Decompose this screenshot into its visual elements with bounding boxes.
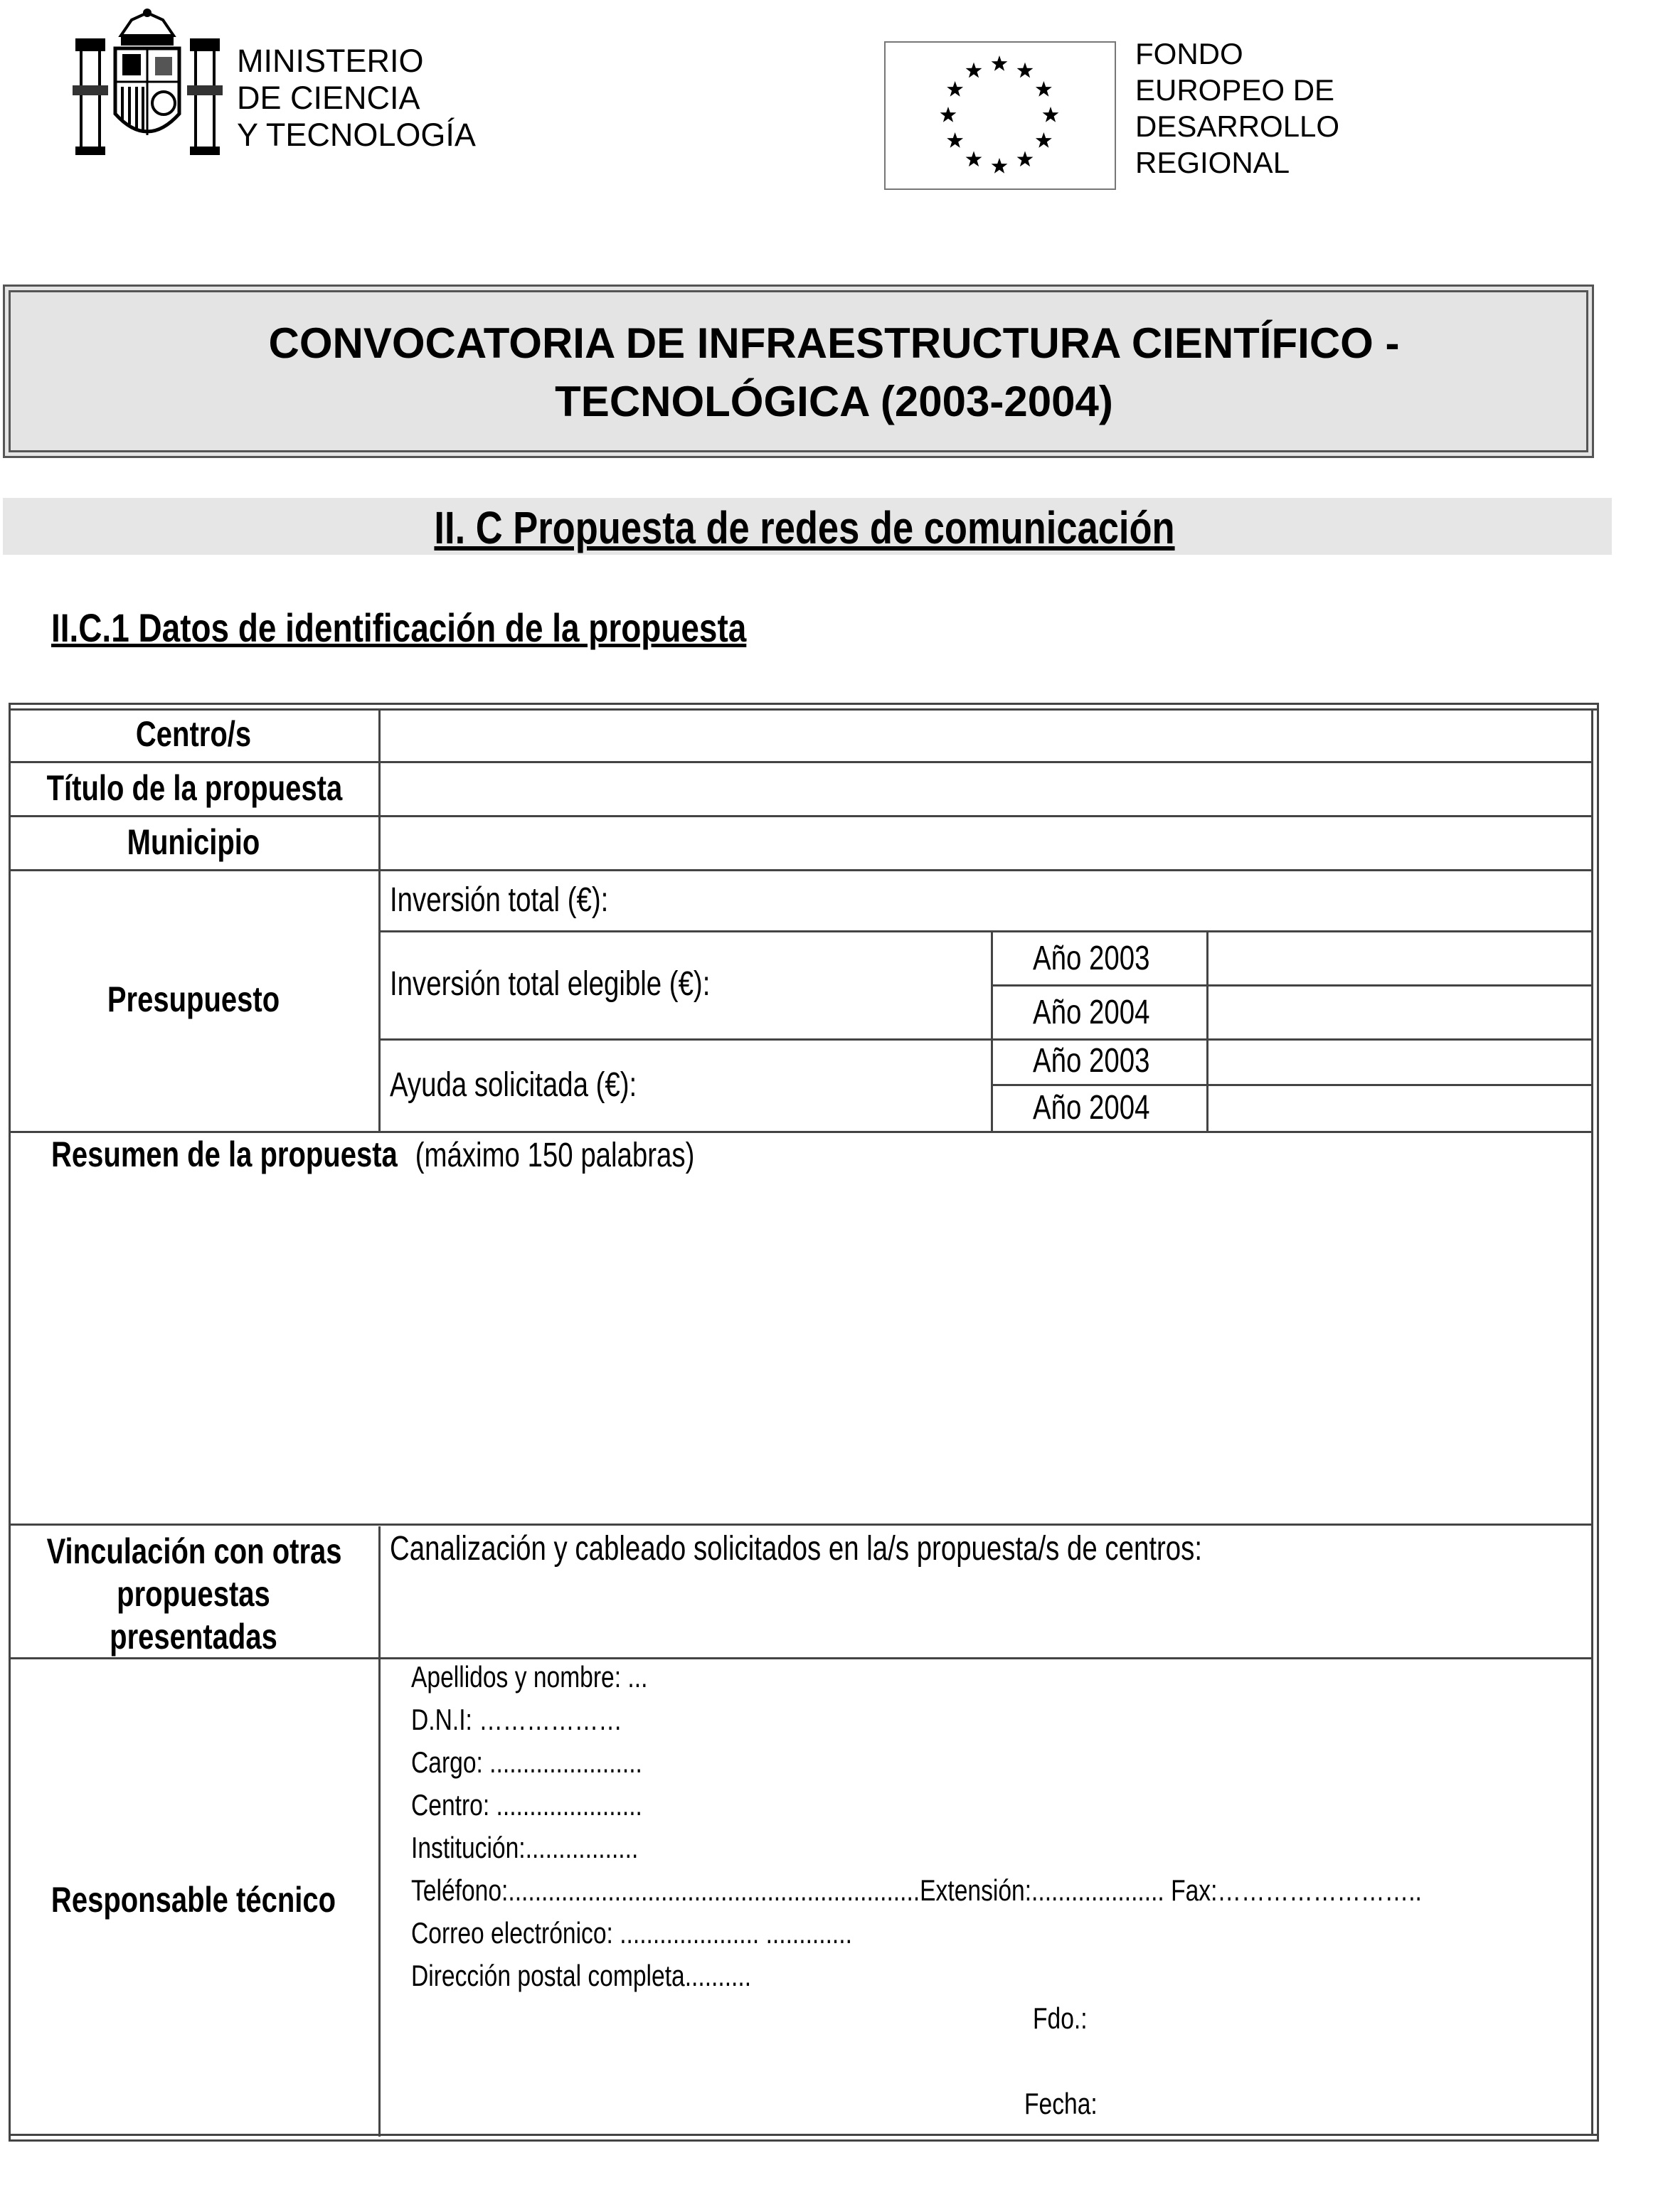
ministry-name-line3: Y TECNOLOGÍA (237, 117, 476, 153)
apellidos-field-label: Apellidos y nombre: ... (411, 1660, 648, 1693)
dni-field-label: D.N.I: ……………… (411, 1703, 622, 1736)
institucion-field-label: Institución:................. (411, 1831, 639, 1864)
eu-star-icon (992, 158, 1008, 174)
fecha-label: Fecha: (1024, 2087, 1098, 2120)
elegible-year-2003-label: Año 2003 (1033, 940, 1150, 977)
eu-star-icon (1043, 107, 1059, 122)
presupuesto-label: Presupuesto (107, 979, 280, 1019)
elegible-year-2004-label: Año 2004 (1033, 994, 1150, 1031)
eu-star-icon (992, 55, 1008, 71)
eu-star-icon (1017, 151, 1034, 166)
resumen-field[interactable] (14, 1181, 1589, 1519)
inversion-total-label: Inversión total (€): (390, 881, 609, 919)
responsable-label: Responsable técnico (51, 1880, 336, 1920)
ministry-name-line2: DE CIENCIA (237, 80, 420, 116)
eu-star-icon (947, 132, 963, 148)
eu-star-icon (1036, 132, 1052, 148)
ayuda-2003-field[interactable] (1211, 1041, 1589, 1081)
call-title-banner (3, 285, 1594, 458)
fund-name-line3: DESARROLLO (1135, 110, 1340, 143)
titulo-label: Título de la propuesta (46, 768, 343, 808)
vinculacion-label-line2: propuestas (117, 1574, 270, 1614)
vinculacion-label-line3: presentadas (110, 1617, 277, 1657)
telefono-extension-fax-field-label: Teléfono:..............................................................Extensión:.................... Fax:…………………….. (411, 1873, 1422, 1907)
municipio-field[interactable] (383, 819, 1589, 866)
call-title-line1: CONVOCATORIA DE INFRAESTRUCTURA CIENTÍFICO - (268, 319, 1400, 367)
resumen-label: Resumen de la propuesta (51, 1134, 398, 1174)
ayuda-year-2004-label: Año 2004 (1033, 1089, 1150, 1127)
resumen-heading (51, 1134, 694, 1175)
firma-label: Fdo.: (1033, 2001, 1088, 2035)
centros-field[interactable] (383, 711, 1589, 758)
direccion-field-label: Dirección postal completa.......... (411, 1959, 752, 1992)
fund-name-line1: FONDO (1135, 37, 1243, 70)
municipio-label: Municipio (127, 822, 260, 862)
call-title-line2: TECNOLÓGICA (2003-2004) (555, 378, 1113, 425)
correo-field-label: Correo electrónico: ..................... ............. (411, 1916, 852, 1950)
eu-star-icon (940, 107, 957, 122)
elegible-2004-field[interactable] (1211, 987, 1589, 1036)
inversion-elegible-label: Inversión total elegible (€): (390, 965, 711, 1003)
centros-label: Centro/s (135, 714, 252, 754)
eu-flag-logo (884, 41, 1116, 190)
ministry-name-line1: MINISTERIO (237, 43, 424, 79)
ayuda-solicitada-label: Ayuda solicitada (€): (390, 1066, 637, 1104)
section-title: II. C Propuesta de redes de comunicación (434, 502, 1175, 553)
centro-field-label: Centro: ...................... (411, 1788, 642, 1822)
fund-name-line4: REGIONAL (1135, 146, 1290, 179)
eu-star-icon (966, 63, 982, 78)
elegible-2003-field[interactable] (1211, 933, 1589, 982)
vinculacion-field[interactable] (383, 1579, 1589, 1653)
vinculacion-label-line1: Vinculación con otras (46, 1531, 342, 1571)
titulo-field[interactable] (383, 765, 1589, 812)
fund-name-line2: EUROPEO DE (1135, 73, 1335, 107)
coat-of-arms-logo (71, 7, 224, 156)
resumen-note: (máximo 150 palabras) (415, 1137, 695, 1174)
ayuda-year-2003-label: Año 2003 (1033, 1042, 1150, 1080)
eu-star-icon (1036, 81, 1052, 97)
ayuda-2004-field[interactable] (1211, 1087, 1589, 1128)
cargo-field-label: Cargo: ....................... (411, 1745, 642, 1779)
eu-star-icon (1017, 63, 1034, 78)
eu-star-icon (966, 151, 982, 166)
vinculacion-text: Canalización y cableado solicitados en la/s propuesta/s de centros: (390, 1530, 1203, 1568)
eu-star-icon (947, 81, 963, 97)
subsection-title: II.C.1 Datos de identificación de la propuesta (51, 605, 747, 650)
